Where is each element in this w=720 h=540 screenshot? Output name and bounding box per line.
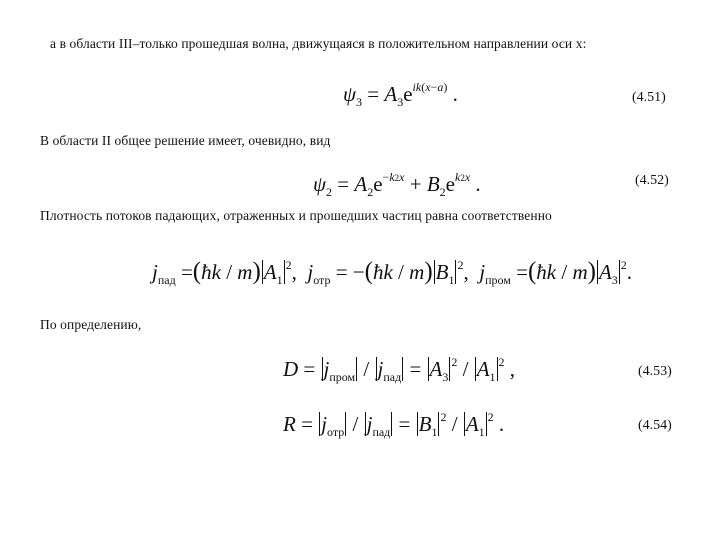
equation-4-53: $D = j_{пром} / j_{пад} = A_3^2 / A_1^2$ , <box>283 355 516 384</box>
paragraph-line-by-definition: По определению, <box>40 317 142 332</box>
equation-number-4-54: (4.54) <box>638 418 672 433</box>
subscript-otr: отр <box>313 273 331 287</box>
equation-4-54: $R = j_{отр} / j_{пад} = B_1^2 / A_1^2$ . <box>283 410 505 439</box>
equation-flux-densities: $j_{пад}$ =(ħk / m) $A_1^2$, $j_{отр}$ = −(ħk / m) $B_1^2$, $j_{пром}$ =(ħk / m) $A_3^2$. <box>152 258 633 287</box>
subscript-pad: пад <box>157 273 176 287</box>
equation-number-4-53: (4.53) <box>638 364 672 379</box>
equation-number-4-51: (4.51) <box>632 90 666 105</box>
subscript-pad-2: пад <box>383 370 402 384</box>
subscript-prom: пром <box>485 273 511 287</box>
paragraph-line-region-iii: а в области III–только прошедшая волна, движущаяся в положительном направлении оси x: <box>50 36 587 51</box>
subscript-pad-3: пад <box>372 425 391 439</box>
equation-4-52: $\psi_2 = A_2e^{-k2x} + B_2e^{k2x}$ . <box>313 170 481 199</box>
subscript-prom-2: пром <box>329 370 356 384</box>
paragraph-line-region-ii: В области II общее решение имеет, очевидно, вид <box>40 133 331 148</box>
equation-4-51: $\psi_3 = A_3e^{ik(x-a)}$ . <box>343 80 458 109</box>
subscript-otr-2: отр <box>327 425 345 439</box>
paragraph-line-flux-densities: Плотность потоков падающих, отраженных и прошедших частиц равна соответственно <box>40 208 552 223</box>
equation-number-4-52: (4.52) <box>635 173 669 188</box>
